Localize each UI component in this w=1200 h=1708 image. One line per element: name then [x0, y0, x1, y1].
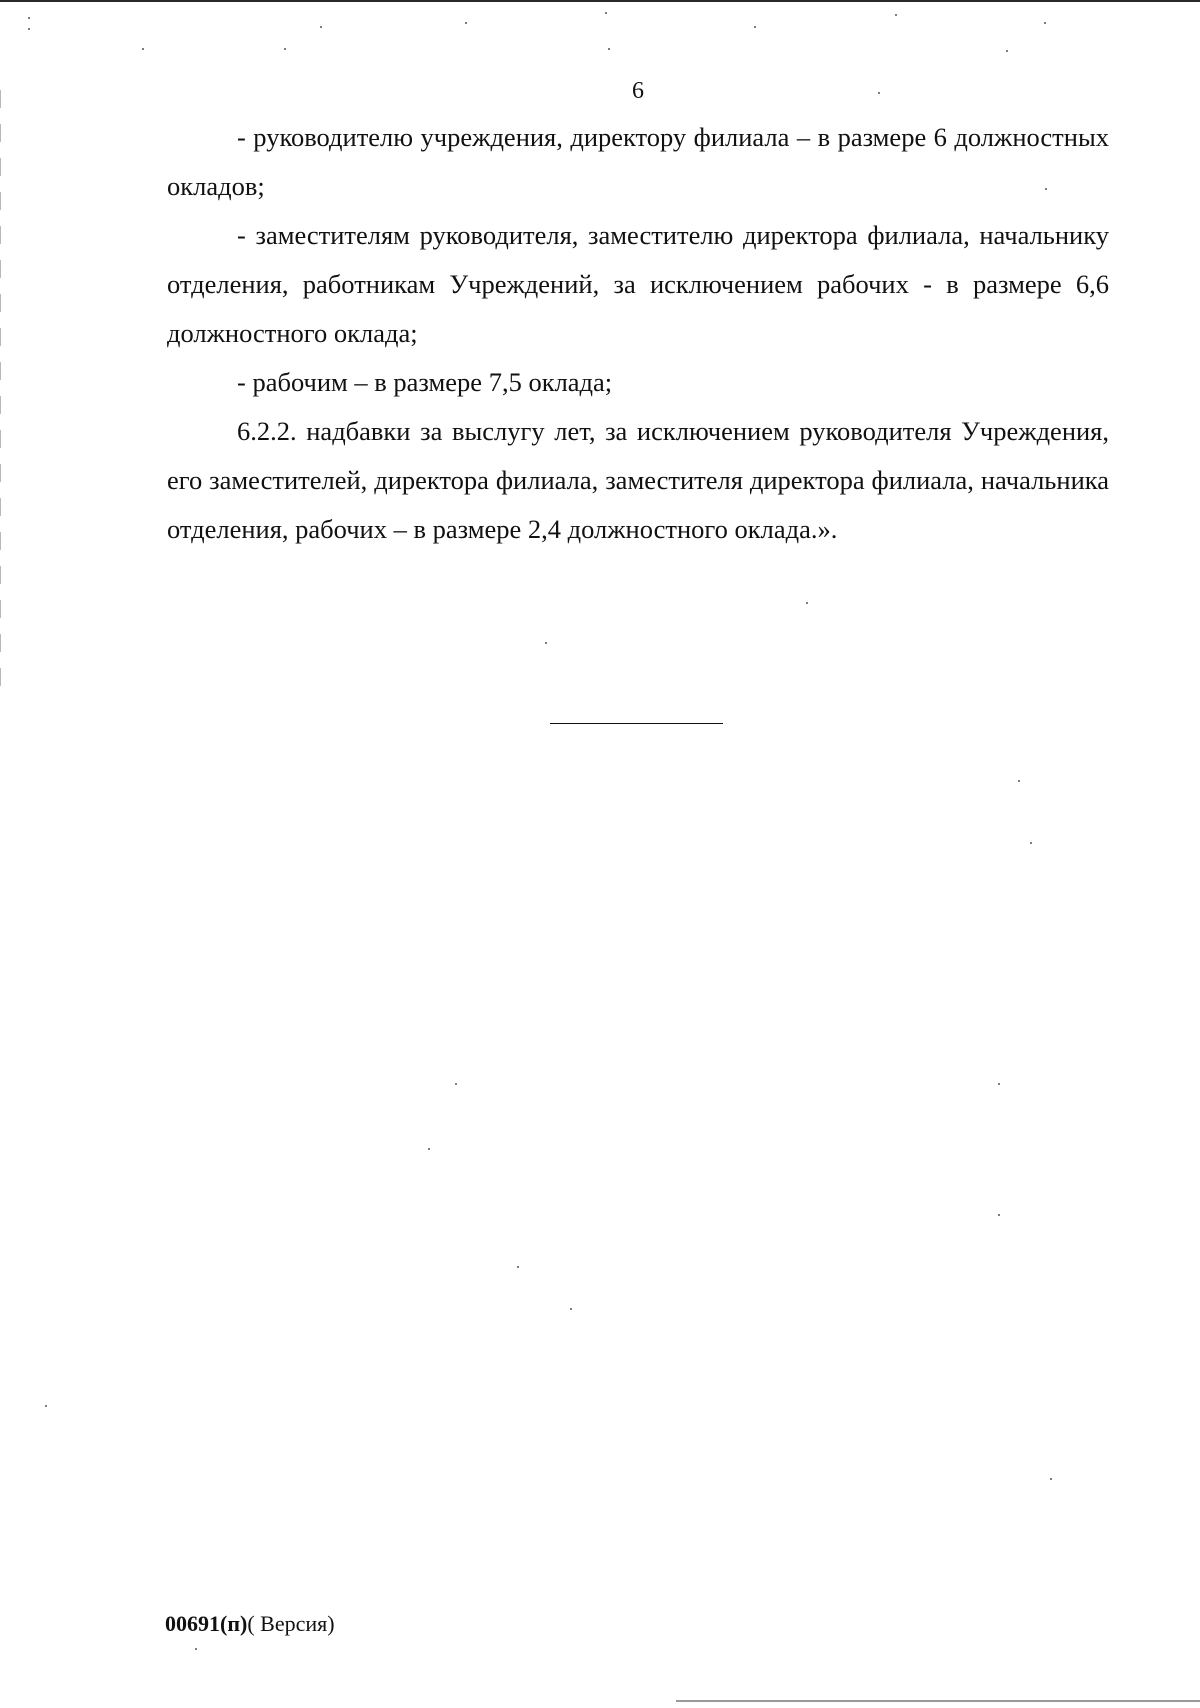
- document-version: ( Версия): [247, 1611, 335, 1636]
- scan-speck: [998, 1083, 1000, 1085]
- page-number: 6: [632, 78, 644, 104]
- scan-speck: [570, 1308, 572, 1310]
- scan-bottom-edge: [676, 1700, 1200, 1702]
- scan-speck: [545, 642, 547, 644]
- scan-speck: [1006, 50, 1008, 52]
- scan-speck: [1018, 780, 1020, 782]
- scan-speck: [1030, 842, 1032, 844]
- scan-speck: [455, 1083, 457, 1085]
- scan-speck: [605, 12, 607, 14]
- scan-speck: [45, 1405, 47, 1407]
- scan-speck: [754, 26, 756, 28]
- scan-speck: [284, 48, 286, 50]
- scan-speck: [428, 1148, 430, 1150]
- scan-speck: [1044, 22, 1046, 24]
- footer-document-code: [165, 1610, 335, 1638]
- scan-speck: [895, 14, 897, 16]
- scan-speck: [28, 28, 30, 30]
- document-body: [167, 113, 1109, 554]
- scan-speck: [1050, 1478, 1052, 1480]
- scan-speck: [517, 1266, 519, 1268]
- scan-top-edge: [0, 0, 1200, 2]
- scan-speck: [28, 17, 30, 19]
- scan-speck: [320, 26, 322, 28]
- end-separator-line: [550, 723, 723, 724]
- paragraph-deputies-allowance: - заместителям руководителя, заместителю директора филиала, начальнику отделения, работникам Учреждений, за исключением рабочих - в размере 6,6 должностного оклада;: [167, 220, 1109, 348]
- scan-speck: [195, 1648, 197, 1650]
- scan-speck: [998, 1214, 1000, 1216]
- scan-speck: [806, 602, 808, 604]
- paragraph-seniority-bonus: 6.2.2. надбавки за выслугу лет, за исключением руководителя Учреждения, его заместителей, директора филиала, заместителя директора филиала, начальника отделения, рабочих – в размере 2,4 должностного оклада.».: [167, 416, 1109, 544]
- paragraph-workers-allowance: - рабочим – в размере 7,5 оклада;: [237, 367, 613, 397]
- scan-speck: [142, 48, 144, 50]
- scan-speck: [878, 92, 880, 94]
- document-code: 00691(п): [165, 1611, 248, 1636]
- scan-speck: [465, 22, 467, 24]
- paragraph-director-allowance: - руководителю учреждения, директору филиала – в размере 6 должностных окладов;: [167, 122, 1109, 201]
- scan-speck: [608, 48, 610, 50]
- scan-left-edge: [0, 90, 1, 690]
